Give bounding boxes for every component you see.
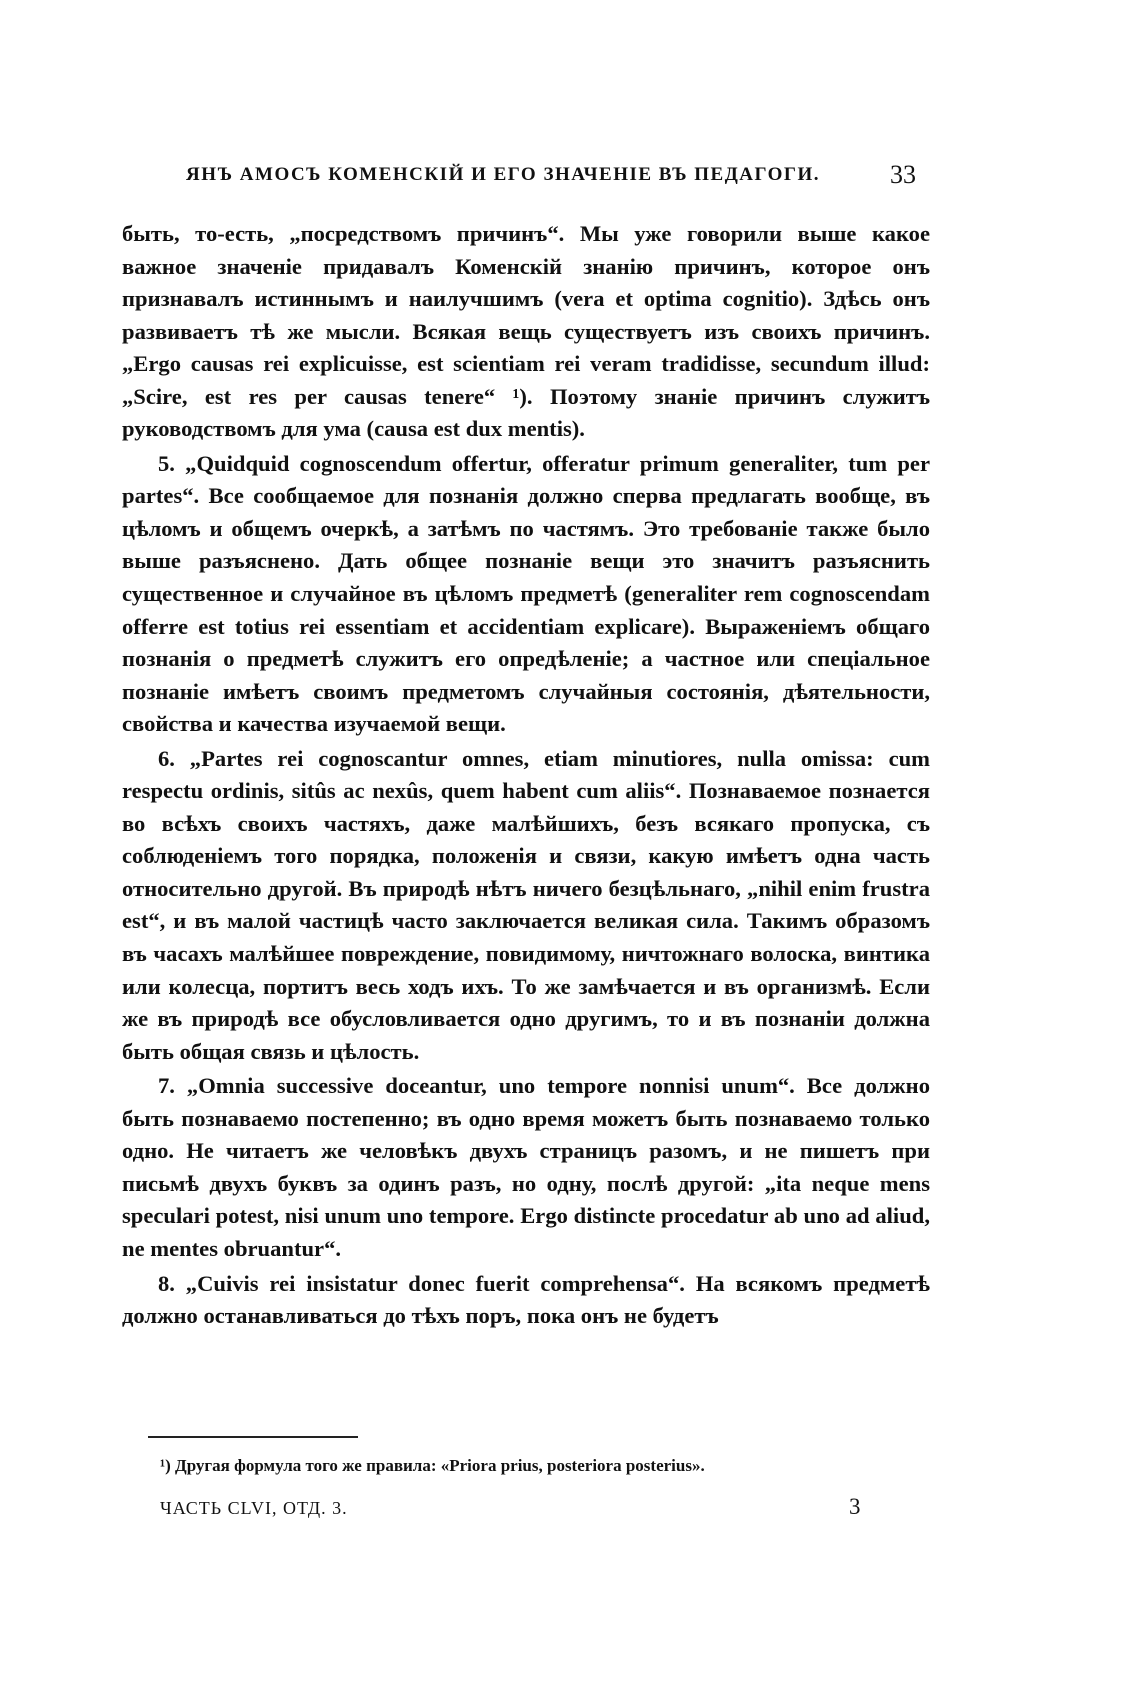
signature-mark: ЧАСТЬ CLVI, ОТД. 3.: [160, 1498, 348, 1518]
paragraph-rule-6: 6. „Partes rei cognoscantur omnes, etiam minutiores, nulla omissa: cum respectu ordinis, sitûs ac nexûs, quem habent cum aliis“. Познаваемое познается во всѣхъ своихъ частяхъ, даже малѣйшихъ, безъ всякаго пропуска, съ соблюденіемъ того порядка, положенія и связи, какую имѣетъ одна часть относительно другой. Въ природѣ нѣтъ ничего безцѣльнаго, „nihil enim frustra est“, и въ малой частицѣ часто заключается великая сила. Такимъ образомъ въ часахъ малѣйшее повреждение, повидимому, ничтожнаго волоска, винтика или колесца, портитъ весь ходъ ихъ. То же замѣчается и въ организмѣ. Если же въ природѣ все обусловливается одно другимъ, то и въ познаніи должна быть общая связь и цѣлость.: [122, 745, 930, 1064]
running-head: [186, 160, 916, 192]
body-text: [122, 218, 930, 1333]
paragraph-rule-7: 7. „Omnia successive doceantur, uno tempore nonnisi unum“. Все должно быть познаваемо постепенно; въ одно время можетъ быть познаваемо только одно. Не читаетъ же человѣкъ двухъ страницъ разомъ, и не пишетъ при письмѣ двухъ буквъ за одинъ разъ, но одну, послѣ другой: „ita neque mens speculari potest, nisi unum uno tempore. Ergo distincte procedatur ab uno ad aliud, ne mentes obruantur“.: [122, 1073, 930, 1261]
paragraph-continuation: быть, то-есть, „посредствомъ причинъ“. Мы уже говорили выше какое важное значеніе придавалъ Коменскій знанію причинъ, которое онъ признавалъ истиннымъ и наилучшимъ (vera et optima cognitio). Здѣсь онъ развиваетъ тѣ же мысли. Всякая вещь существуетъ изъ своихъ причинъ. „Ergo causas rei explicuisse, est scientiam rei veram tradidisse, secundum illud: „Scire, est res per causas tenere“ ¹). Поэтому знаніе причинъ служитъ руководствомъ для ума (causa est dux mentis).: [122, 221, 930, 442]
footnote: ¹) Другая формула того же правила: «Priora prius, posteriora posterius».: [160, 1456, 705, 1475]
page-number: 33: [890, 160, 916, 189]
running-head-title: ЯНЪ АМОСЪ КОМЕНСКІЙ И ЕГО ЗНАЧЕНІЕ ВЪ ПЕДАГОГИ.: [186, 164, 821, 185]
paragraph-rule-8: 8. „Cuivis rei insistatur donec fuerit comprehensa“. На всякомъ предметѣ должно останавливаться до тѣхъ поръ, пока онъ не будетъ: [122, 1270, 930, 1329]
signature-number: 3: [849, 1494, 861, 1519]
footnote-rule: [148, 1436, 358, 1438]
paragraph-rule-5: 5. „Quidquid cognoscendum offertur, offeratur primum generaliter, tum per partes“. Все сообщаемое для познанія должно сперва предлагать вообще, въ цѣломъ и общемъ очеркѣ, а затѣмъ по частямъ. Это требованіе также было выше разъяснено. Дать общее познаніе вещи это значитъ разъяснить существенное и случайное въ цѣломъ предметѣ (generaliter rem cognoscendam offerre est totius rei essentiam et accidentiam explicare). Выраженіемъ общаго познанія о предметѣ служитъ его опредѣленіе; а частное или спеціальное познаніе имѣетъ своимъ предметомъ случайныя состоянія, дѣятельности, свойства и качества изучаемой вещи.: [122, 450, 930, 737]
